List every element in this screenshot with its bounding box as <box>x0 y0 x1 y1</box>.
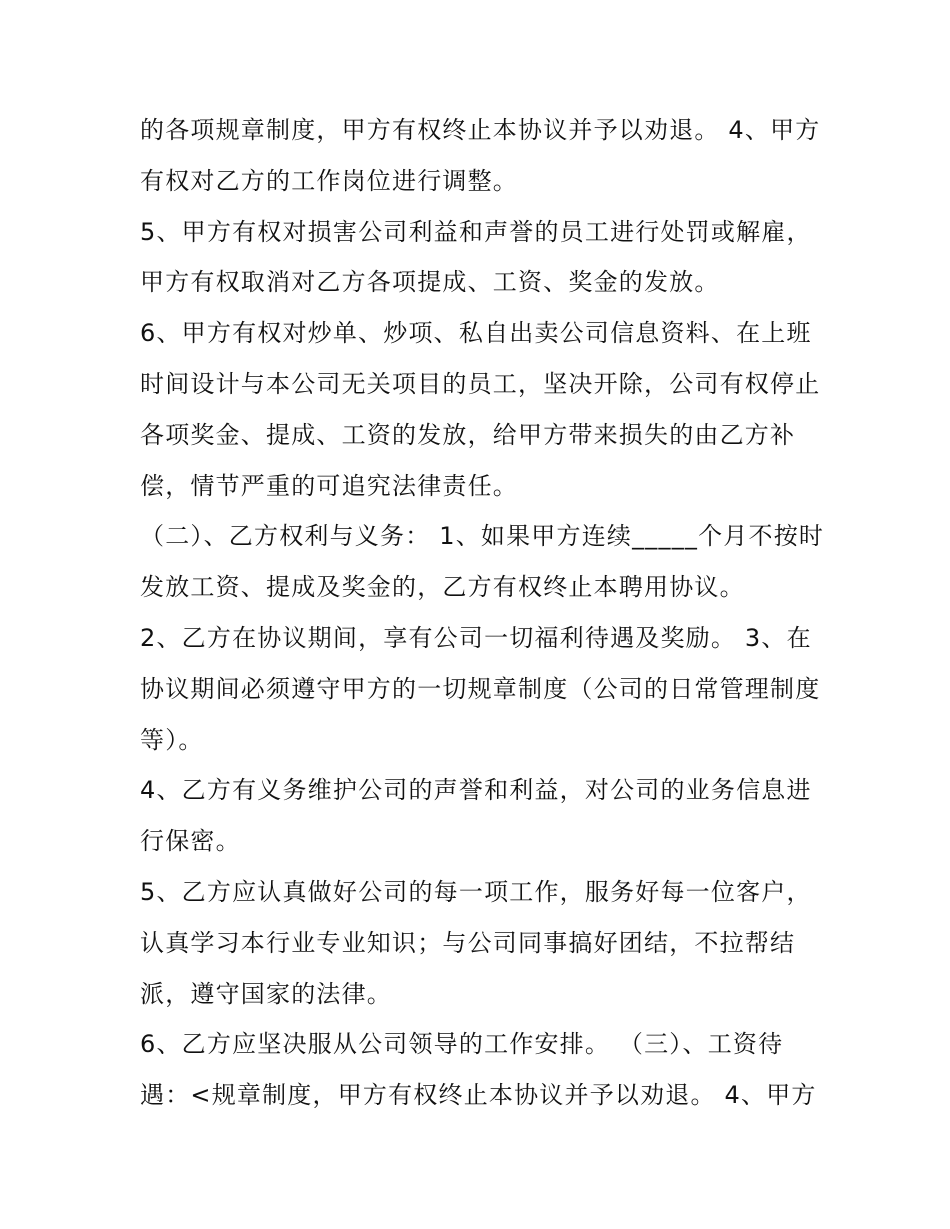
text-line: 6、甲方有权对炒单、炒项、私自出卖公司信息资料、在上班 <box>140 319 812 348</box>
text-line: 各项奖金、提成、工资的发放，给甲方带来损失的由乙方补 <box>140 420 796 449</box>
text-line: 4、乙方有义务维护公司的声誉和利益，对公司的业务信息进 <box>140 776 812 805</box>
text-line: 时间设计与本公司无关项目的员工，坚决开除，公司有权停止 <box>140 369 821 398</box>
text-line: 偿，情节严重的可追究法律责任。 <box>140 471 518 500</box>
text-line: 认真学习本行业专业知识；与公司同事搞好团结，不拉帮结 <box>140 928 796 957</box>
text-line: 6、乙方应坚决服从公司领导的工作安排。 （三）、工资待 <box>140 1030 784 1059</box>
text-line: 2、乙方在协议期间，享有公司一切福利待遇及奖励。 3、在 <box>140 623 812 652</box>
text-line: 甲方有权取消对乙方各项提成、工资、奖金的发放。 <box>140 268 720 297</box>
text-line: 发放工资、提成及奖金的，乙方有权终止本聘用协议。 <box>140 573 745 602</box>
text-line: 行保密。 <box>140 827 241 856</box>
text-line: 遇：<规章制度，甲方有权终止本协议并予以劝退。 4、甲方 <box>140 1081 817 1110</box>
text-line: 5、甲方有权对损害公司利益和声誉的员工进行处罚或解雇， <box>140 217 812 246</box>
text-line: 等）。 <box>140 725 204 754</box>
text-line: 的各项规章制度，甲方有权终止本协议并予以劝退。 4、甲方 <box>140 116 821 144</box>
text-line: 派，遵守国家的法律。 <box>140 979 392 1008</box>
text-line: 5、乙方应认真做好公司的每一项工作，服务好每一位客户， <box>140 877 812 906</box>
document-body <box>140 105 825 1121</box>
text-line: 协议期间必须遵守甲方的一切规章制度（公司的日常管理制度 <box>140 674 821 703</box>
text-line: （二）、乙方权利与义务： 1、如果甲方连续_____个月不按时 <box>140 522 825 551</box>
text-line: 有权对乙方的工作岗位进行调整。 <box>140 166 518 195</box>
